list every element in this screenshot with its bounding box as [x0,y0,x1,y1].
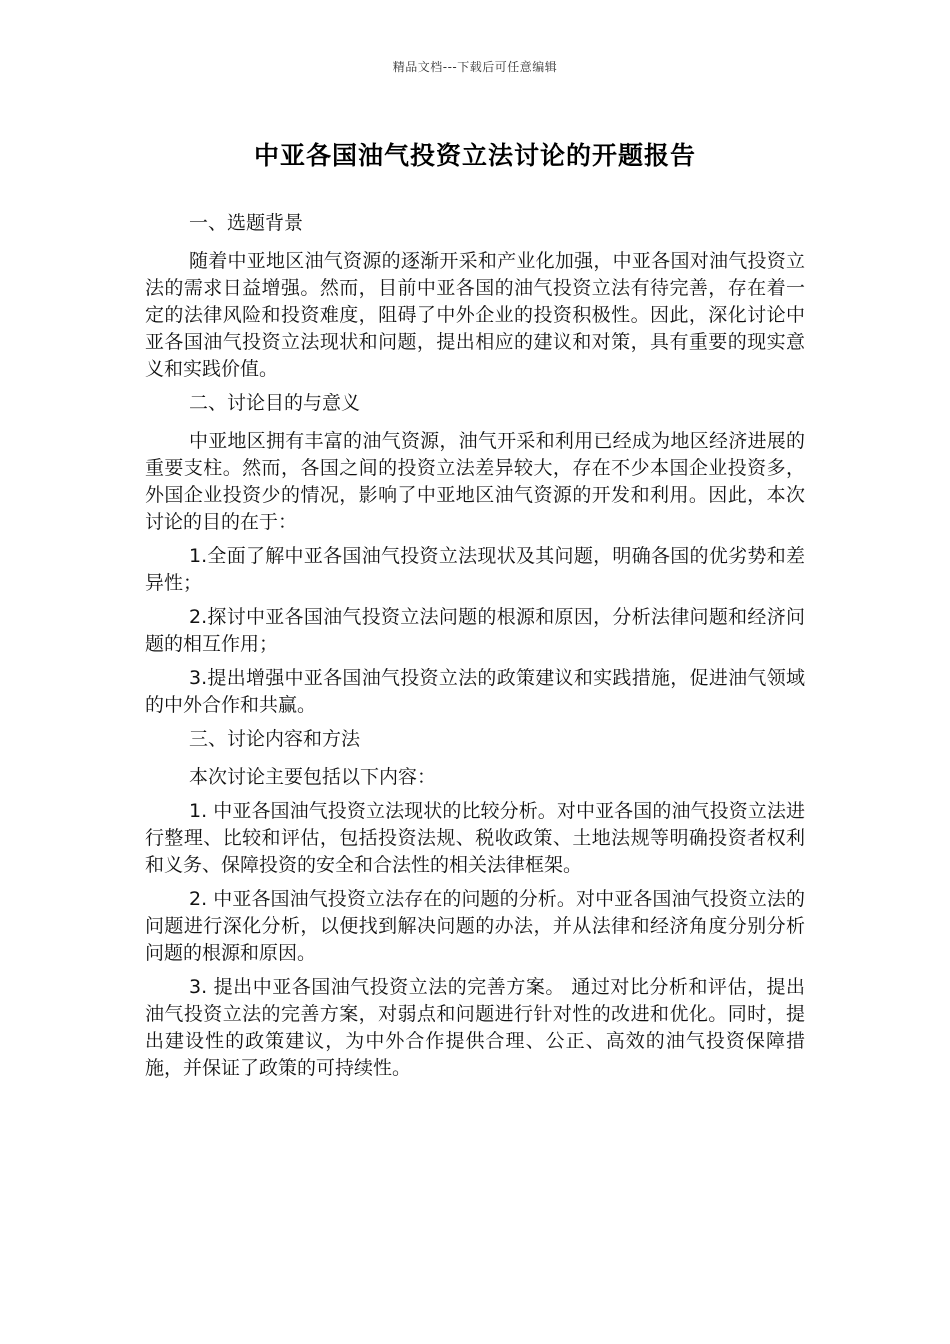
list-item-content-2: 2. 中亚各国油气投资立法存在的问题的分析。对中亚各国油气投资立法的问题进行深化分析，以便找到解决问题的办法，并从法律和经济角度分别分析问题的根源和原因。 [145,888,805,964]
paragraph-purpose: 中亚地区拥有丰富的油气资源，油气开采和利用已经成为地区经济进展的重要支柱。然而，各国之间的投资立法差异较大，存在不少本国企业投资多，外国企业投资少的情况，影响了中亚地区油气资源的开发和利用。因此，本次讨论的目的在于： [145,430,805,533]
document-body [145,210,805,1089]
list-item-purpose-3: 3.提出增强中亚各国油气投资立法的政策建议和实践措施，促进油气领域的中外合作和共赢。 [145,667,805,716]
list-item-content-1: 1. 中亚各国油气投资立法现状的比较分析。对中亚各国的油气投资立法进行整理、比较和评估，包括投资法规、税收政策、土地法规等明确投资者权利和义务、保障投资的安全和合法性的相关法律框架。 [145,800,805,876]
paragraph-content-intro: 本次讨论主要包括以下内容： [189,766,437,788]
paragraph-background: 随着中亚地区油气资源的逐渐开采和产业化加强，中亚各国对油气投资立法的需求日益增强。然而，目前中亚各国的油气投资立法有待完善，存在着一定的法律风险和投资难度，阻碍了中外企业的投资积极性。因此，深化讨论中亚各国油气投资立法现状和问题，提出相应的建议和对策，具有重要的现实意义和实践价值。 [145,250,805,380]
list-item-purpose-1: 1.全面了解中亚各国油气投资立法现状及其问题，明确各国的优劣势和差异性； [145,545,805,594]
section-heading-background: 一、选题背景 [189,212,304,234]
list-item-purpose-2: 2.探讨中亚各国油气投资立法问题的根源和原因，分析法律问题和经济问题的相互作用； [145,606,805,655]
section-heading-content: 三、讨论内容和方法 [189,728,361,750]
document-title: 中亚各国油气投资立法讨论的开题报告 [253,141,696,170]
header-note: 精品文档---下载后可任意编辑 [392,60,558,74]
list-item-content-3: 3. 提出中亚各国油气投资立法的完善方案。 通过对比分析和评估，提出油气投资立法的完善方案，对弱点和问题进行针对性的改进和优化。同时，提出建设性的政策建议，为中外合作提供合理、公正、高效的油气投资保障措施，并保证了政策的可持续性。 [145,976,805,1079]
section-heading-purpose: 二、讨论目的与意义 [189,392,361,414]
